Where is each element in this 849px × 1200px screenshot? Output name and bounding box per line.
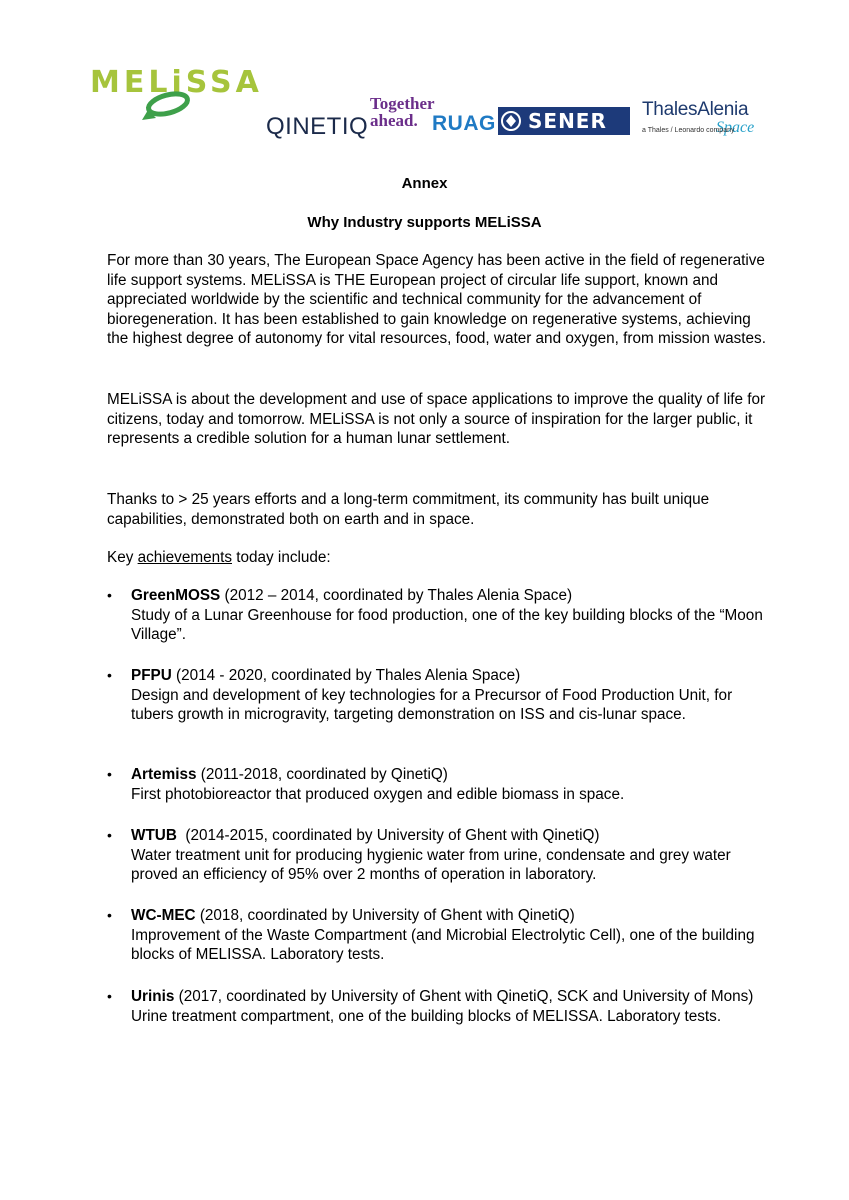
achievement-name: GreenMOSS xyxy=(131,587,221,604)
bullet-icon: • xyxy=(107,766,112,782)
achievement-name: WC-MEC xyxy=(131,907,196,924)
achievements-intro-pre: Key xyxy=(107,549,138,566)
achievement-meta: (2014-2015, coordinated by University of Ghent with QinetiQ) xyxy=(176,827,600,844)
achievement-description: Urine treatment compartment, one of the building blocks of MELISSA. Laboratory tests. xyxy=(131,1007,722,1025)
achievement-meta: (2017, coordinated by University of Ghent with QinetiQ, SCK and University of Mons) xyxy=(174,988,754,1005)
achievement-description: Water treatment unit for producing hygienic water from urine, condensate and grey water proved an efficiency of 95% over 2 months of operation in laboratory. xyxy=(131,846,731,883)
achievement-description: Study of a Lunar Greenhouse for food production, one of the key building blocks of the “Moon Village”. xyxy=(131,606,763,643)
melissa-logo-text: MELiSSA xyxy=(90,65,263,100)
sener-text: SENER xyxy=(528,109,607,133)
achievement-name: WTUB xyxy=(131,827,177,844)
melissa-logo-graphic xyxy=(90,60,263,130)
bullet-icon: • xyxy=(107,667,112,683)
thales-alenia-text: ThalesAlenia xyxy=(642,99,749,120)
achievements-underlined: achievements xyxy=(137,549,232,566)
sener-emblem-icon xyxy=(498,107,524,135)
thales-tagline: a Thales / Leonardo company xyxy=(642,127,735,134)
achievements-intro xyxy=(107,548,767,568)
achievements-intro-post: today include: xyxy=(232,549,331,566)
together-line: Together xyxy=(370,94,435,113)
qinetiq-logo: QINETIQ xyxy=(266,113,369,140)
partner-logos xyxy=(262,95,762,140)
thales-alenia-space-logo xyxy=(642,99,767,136)
melissa-logo xyxy=(90,60,263,130)
annex-heading: Annex xyxy=(401,175,448,192)
achievement-description: Improvement of the Waste Compartment (and Microbial Electrolytic Cell), one of the building blocks of MELISSA. Laboratory tests. xyxy=(131,926,755,963)
bullet-icon: • xyxy=(107,988,112,1004)
achievement-name: PFPU xyxy=(131,667,172,684)
bullet-icon: • xyxy=(107,907,112,923)
achievement-description: Design and development of key technologies for a Precursor of Food Production Unit, for tubers growth in microgravity, targeting demonstration on ISS and cis-lunar space. xyxy=(131,686,733,723)
achievement-description: First photobioreactor that produced oxygen and edible biomass in space. xyxy=(131,785,625,803)
sener-logo xyxy=(498,107,630,135)
achievement-name: Artemiss xyxy=(131,766,197,783)
achievement-name: Urinis xyxy=(131,988,175,1005)
document-title: Why Industry supports MELiSSA xyxy=(307,214,542,231)
achievement-meta: (2012 – 2014, coordinated by Thales Alenia Space) xyxy=(220,587,573,604)
achievement-meta: (2014 - 2020, coordinated by Thales Alenia Space) xyxy=(171,667,521,684)
achievement-meta: (2011-2018, coordinated by QinetiQ) xyxy=(196,766,448,783)
ahead-line: ahead. xyxy=(370,111,418,130)
mission-paragraph: MELiSSA is about the development and use of space applications to improve the quality of life for citizens, today and tomorrow. MELiSSA is not only a source of inspiration for the larger public, it represents a credible solution for a human lunar settlement. xyxy=(107,391,766,447)
ruag-logo: RUAG xyxy=(432,112,496,135)
capabilities-paragraph: Thanks to > 25 years efforts and a long-term commitment, its community has built unique capabilities, demonstrated both on earth and in space. xyxy=(107,491,710,528)
intro-paragraph: For more than 30 years, The European Space Agency has been active in the field of regenerative life support systems. MELiSSA is THE European project of circular life support, known and appreciated worldwide by the scientific and technical community for the advancement of bioregeneration. It has been established to gain knowledge on regenerative systems, achieving the highest degree of autonomy for vital resources, food, water and oxygen, from mission wastes. xyxy=(107,252,766,347)
achievement-meta: (2018, coordinated by University of Ghent with QinetiQ) xyxy=(195,907,575,924)
bullet-icon: • xyxy=(107,827,112,843)
bullet-icon: • xyxy=(107,587,112,603)
thales-space-text: Space xyxy=(716,119,755,136)
